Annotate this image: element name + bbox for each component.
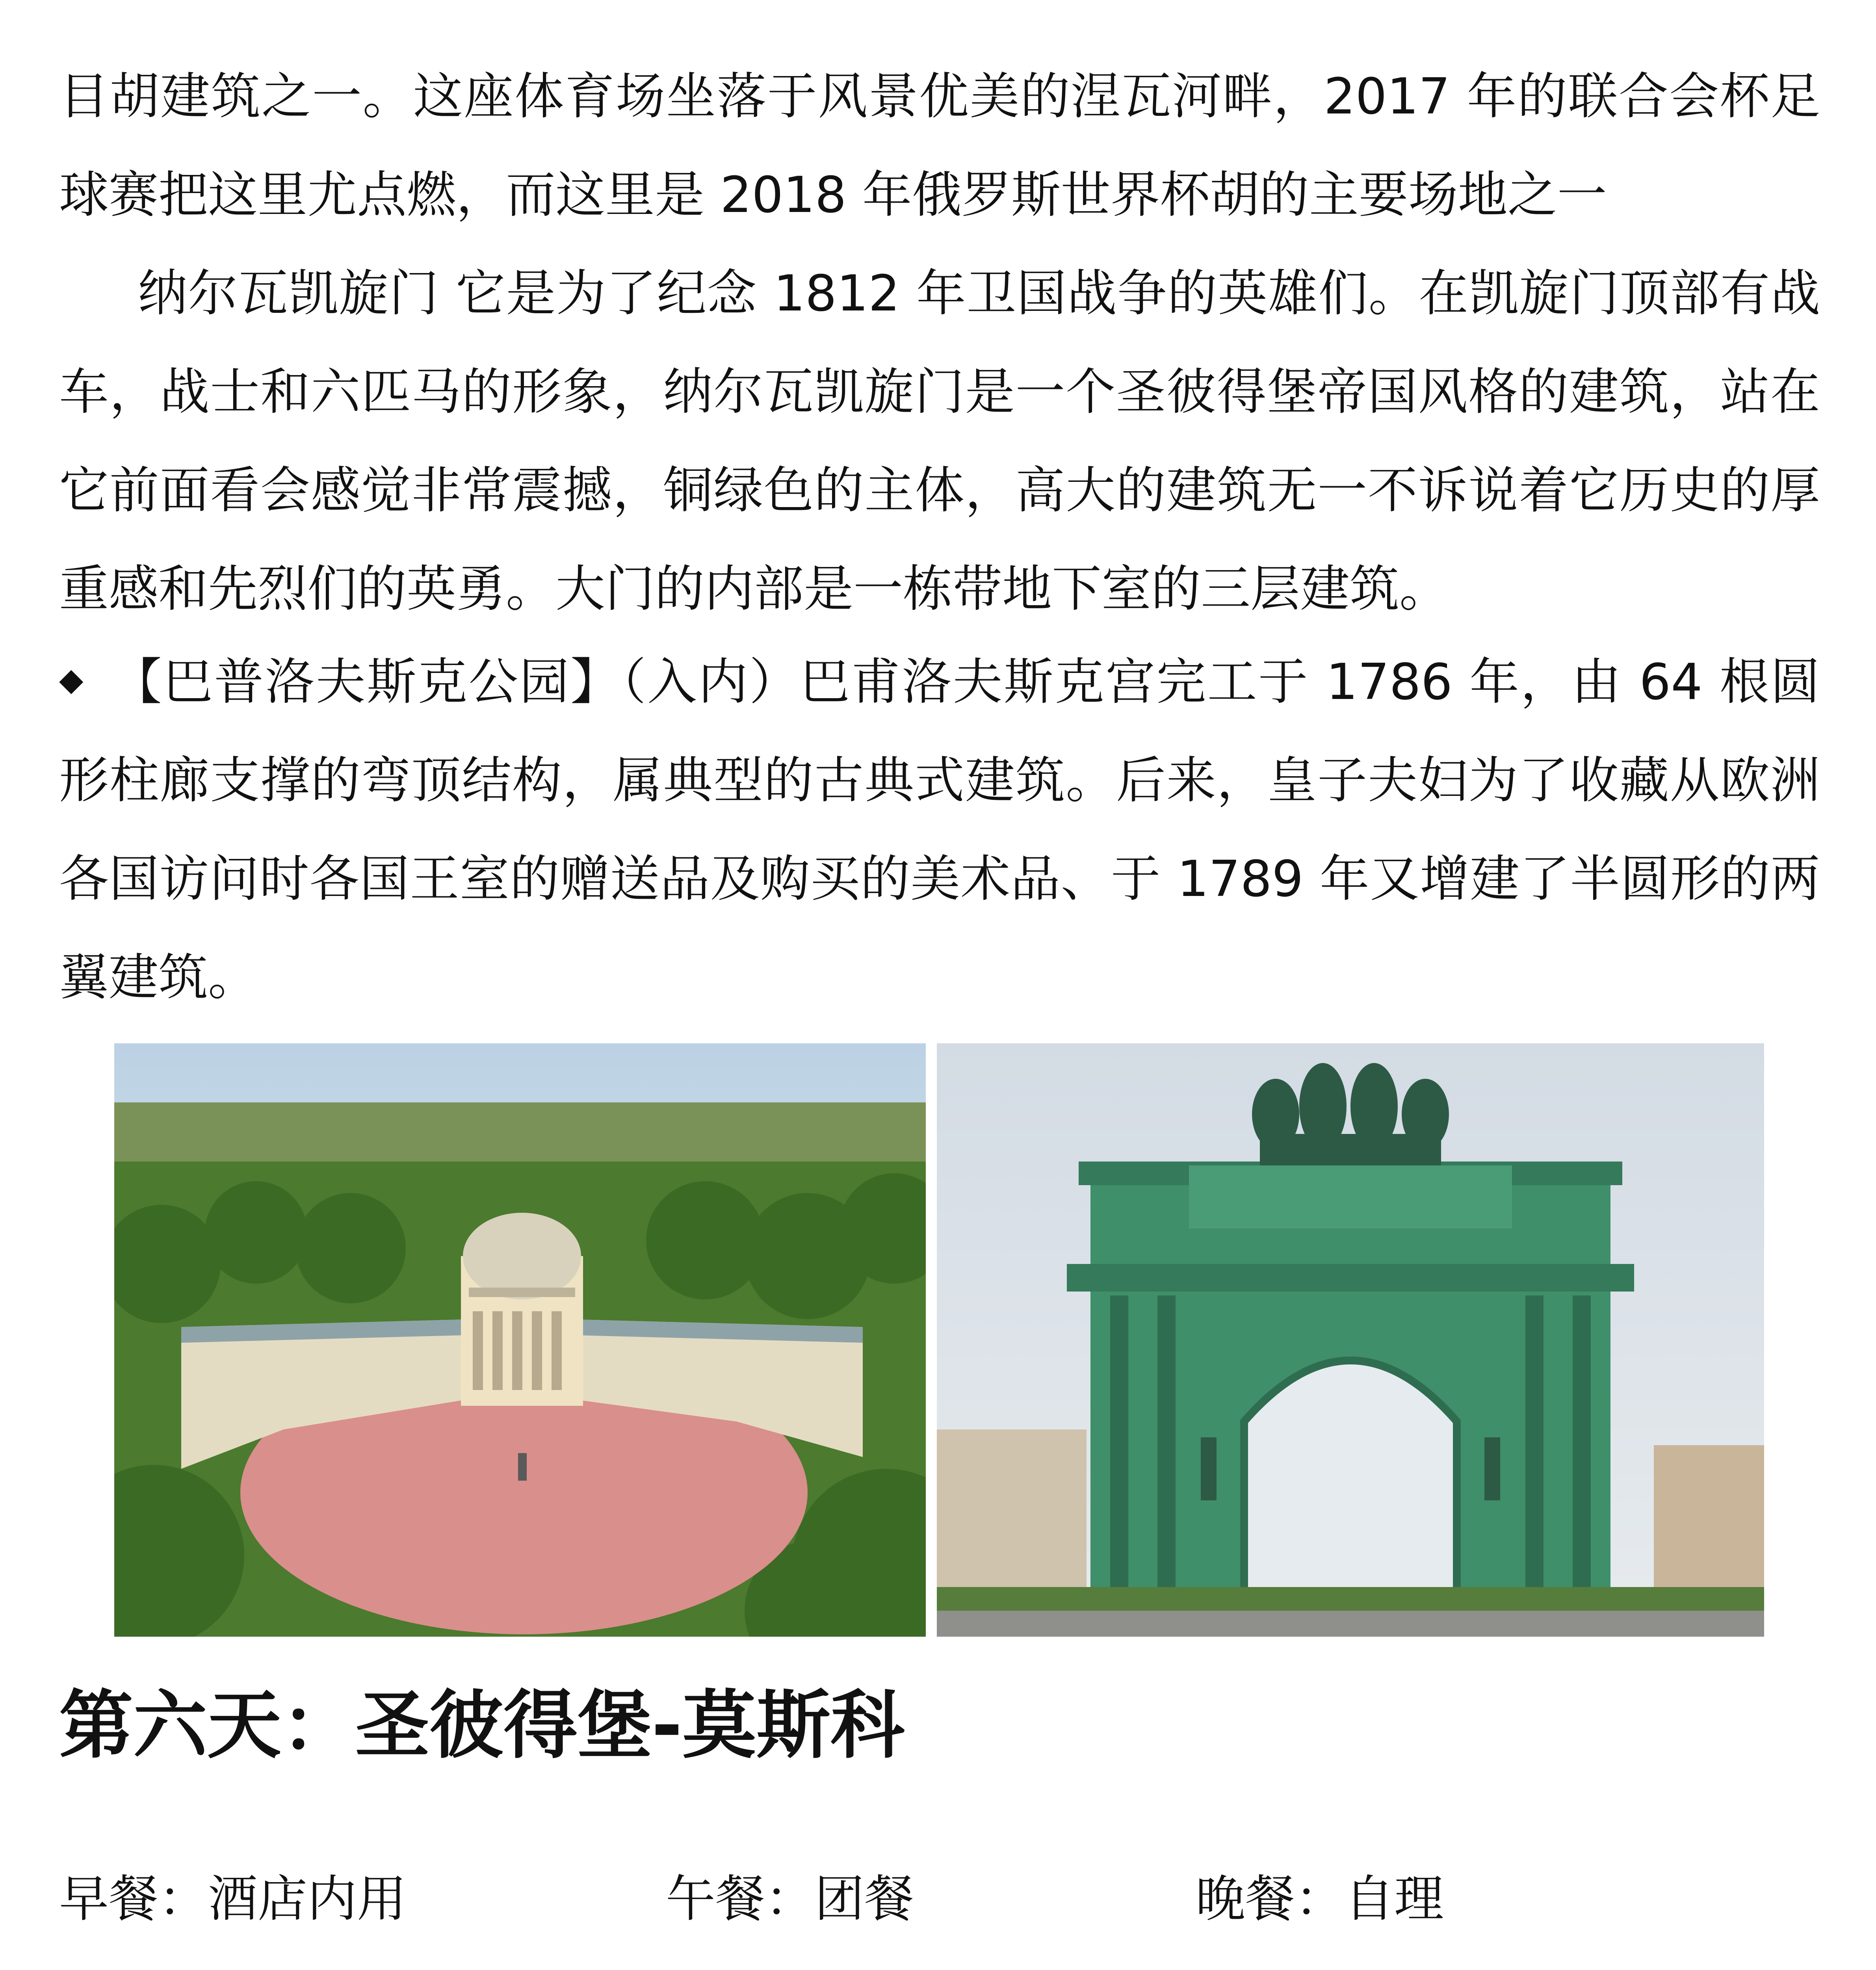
dinner-label: 晚餐：自理 <box>1196 1870 1444 1928</box>
breakfast-label: 早餐：酒店内用 <box>59 1870 407 1928</box>
narva-arch-photo <box>937 1043 1764 1637</box>
pavlovsk-paragraph <box>59 630 1820 1027</box>
pavlovsk-palace-photo <box>114 1043 926 1637</box>
intro-paragraph: 目胡建筑之一。这座体育场坐落于风景优美的涅瓦河畔，2017 年的联合会杯足球赛把这里尤点燃，而这里是 2018 年俄罗斯世界杯胡的主要场地之一 <box>59 67 1820 224</box>
bullet-diamond-icon: ◆ <box>59 661 85 698</box>
day-six-heading: 第六天：圣彼得堡-莫斯科 <box>59 1682 905 1769</box>
lunch-label: 午餐：团餐 <box>666 1870 914 1928</box>
pavlovsk-text: 【巴普洛夫斯克公园】（入内）巴甫洛夫斯克宫完工于 1786 年，由 64 根圆形柱廊支撑的弯顶结构，属典型的古典式建筑。后来，皇子夫妇为了收藏从欧洲各国访问时各国王室的赠送品及购买的美术品、于 1789 年又增建了半圆形的两翼建筑。 <box>59 653 1820 1006</box>
narva-gate-paragraph: 纳尔瓦凯旋门 它是为了纪念 1812 年卫国战争的英雄们。在凯旋门顶部有战车，战士和六匹马的形象，纳尔瓦凯旋门是一个圣彼得堡帝国风格的建筑，站在它前面看会感觉非常震撼，铜绿色的主体，高大的建筑无一不诉说着它历史的厚重感和先烈们的英勇。大门的内部是一栋带地下室的三层建筑。 <box>59 264 1820 618</box>
